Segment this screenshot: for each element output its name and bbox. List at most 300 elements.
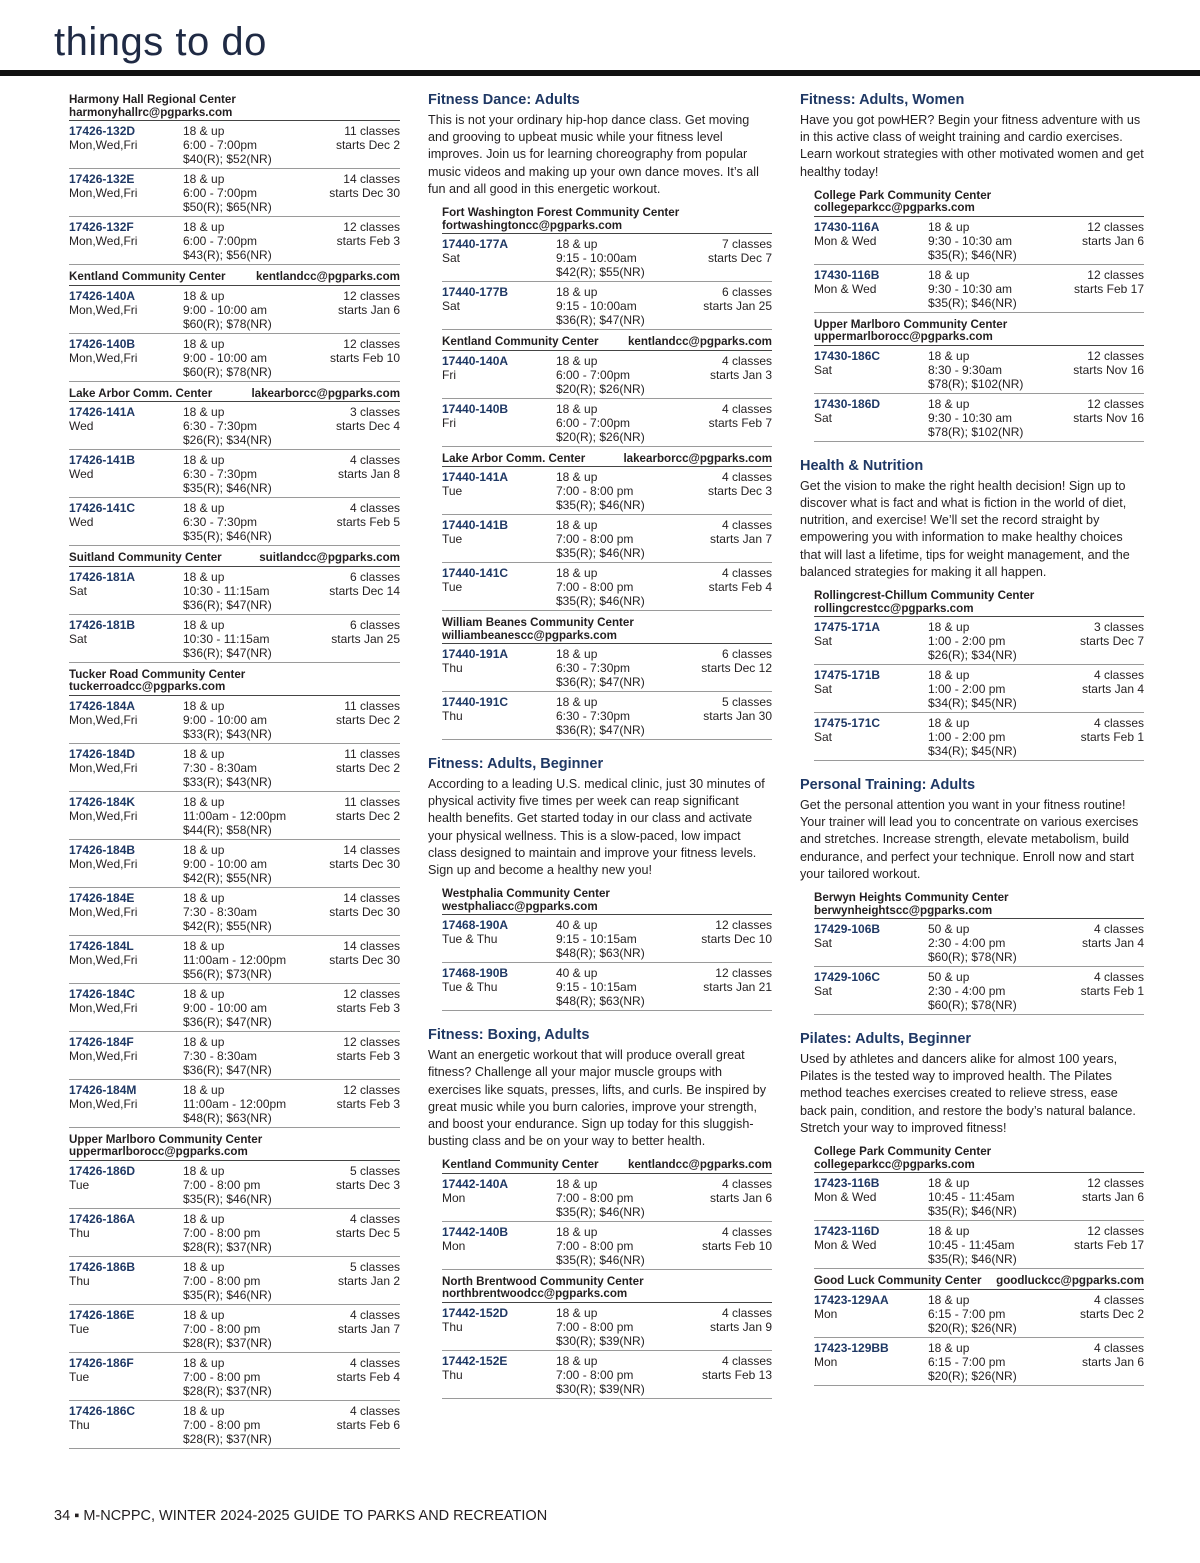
class-detail-cell (556, 402, 709, 444)
class-row (69, 286, 400, 334)
class-detail-cell (183, 1164, 336, 1206)
location-name: Westphalia Community Center (442, 887, 610, 901)
class-listings (428, 201, 772, 740)
class-detail-cell (556, 566, 709, 608)
class-age: 18 & up (556, 647, 598, 662)
class-fee: $60(R); $78(NR) (928, 950, 1017, 965)
class-time: 7:30 - 8:30am (183, 904, 258, 919)
class-count: 7 classes (721, 237, 772, 252)
class-age: 18 & up (183, 288, 225, 303)
class-start: starts Jan 4 (1081, 936, 1144, 951)
class-count: 12 classes (343, 336, 400, 351)
program-section (69, 88, 400, 1449)
class-days: Mon,Wed,Fri (69, 234, 138, 248)
class-age: 18 & up (928, 1176, 970, 1191)
class-count: 6 classes (349, 569, 400, 584)
class-row (814, 1338, 1144, 1386)
class-time: 6:30 - 7:30pm (183, 419, 258, 433)
class-time: 1:00 - 2:00 pm (928, 730, 1006, 745)
class-start: starts Jan 6 (1081, 1190, 1144, 1205)
class-fee: $36(R); $47(NR) (183, 645, 272, 660)
class-fee: $30(R); $39(NR) (556, 1381, 645, 1396)
class-code: 17423-116B (814, 1176, 880, 1191)
class-age: 18 & up (183, 405, 225, 419)
class-age: 18 & up (928, 396, 970, 411)
class-detail-cell (183, 337, 330, 379)
class-detail-cell (928, 970, 1081, 1012)
class-schedule-cell (330, 337, 400, 379)
location-email: lakearborcc@pgparks.com (251, 386, 400, 400)
class-code: 17426-184B (69, 842, 136, 857)
class-age: 18 & up (183, 1163, 225, 1178)
class-fee: $35(R); $46(NR) (556, 594, 645, 609)
class-code: 17426-184A (69, 698, 136, 713)
class-code: 17430-116A (814, 219, 880, 234)
class-detail-cell (183, 220, 337, 262)
class-code: 17426-186D (69, 1163, 136, 1178)
class-days: Mon & Wed (814, 281, 877, 296)
class-count: 4 classes (1093, 1292, 1144, 1307)
class-fee: $60(R); $78(NR) (928, 998, 1017, 1013)
class-age: 18 & up (556, 401, 598, 416)
class-fee: $36(R); $47(NR) (183, 1062, 272, 1077)
class-detail-cell (928, 1224, 1074, 1266)
class-days: Mon,Wed,Fri (69, 1048, 138, 1063)
class-fee: $35(R); $46(NR) (928, 1252, 1017, 1267)
class-schedule-cell (702, 1354, 772, 1396)
location-name: Good Luck Community Center (814, 1274, 982, 1288)
class-id-cell (442, 918, 556, 960)
class-fee: $35(R); $46(NR) (556, 498, 645, 513)
class-code: 17468-190B (442, 966, 509, 981)
location-name: Rollingcrest-Chillum Community Center (814, 589, 1035, 603)
class-start: starts Jan 4 (1081, 682, 1144, 697)
class-age: 18 & up (556, 353, 598, 368)
class-time: 7:00 - 8:00 pm (183, 1417, 261, 1432)
class-row (69, 402, 400, 450)
class-fee: $44(R); $58(NR) (183, 822, 272, 837)
class-count: 4 classes (1093, 1340, 1144, 1355)
location-name: Lake Arbor Comm. Center (442, 451, 586, 465)
program-description: Want an energetic workout that will produce overall great fitness? Challenge all your major muscle groups with exercises like squats, presses, lifts, and curls. Be inspired by great music while you burn calories, improve your strength, and boost your endurance. Sign up today for this sluggish-busting class and be on your way to better health. (428, 1048, 767, 1149)
class-code: 17442-152D (442, 1305, 509, 1320)
class-listings (428, 882, 772, 1011)
class-count: 12 classes (343, 220, 400, 234)
class-schedule-cell (709, 566, 772, 608)
class-age: 18 & up (183, 1259, 225, 1274)
class-days: Mon,Wed,Fri (69, 302, 138, 317)
class-schedule-cell (337, 1356, 400, 1398)
class-age: 18 & up (928, 1340, 970, 1355)
class-detail-cell (183, 843, 329, 885)
class-time: 7:00 - 8:00 pm (183, 1321, 261, 1336)
class-age: 18 & up (556, 470, 598, 485)
class-schedule-cell (338, 1260, 400, 1302)
class-row (442, 692, 772, 740)
class-fee: $26(R); $34(NR) (928, 648, 1017, 663)
class-schedule-cell (1080, 620, 1144, 662)
class-detail-cell (556, 1354, 702, 1396)
location-header (69, 265, 400, 286)
location-name: Upper Marlboro Community Center (814, 317, 1008, 331)
class-id-cell (442, 402, 556, 444)
class-schedule-cell (703, 695, 772, 737)
class-days: Mon (442, 1238, 466, 1253)
class-fee: $20(R); $26(NR) (556, 429, 645, 444)
class-row (69, 498, 400, 546)
class-schedule-cell (329, 172, 400, 214)
class-code: 17423-129AA (814, 1292, 889, 1307)
class-start: starts Dec 2 (335, 138, 400, 152)
class-start: starts Feb 4 (708, 580, 772, 595)
class-days: Mon,Wed,Fri (69, 904, 138, 919)
class-time: 2:30 - 4:00 pm (928, 936, 1006, 951)
class-count: 12 classes (1087, 396, 1144, 411)
class-fee: $36(R); $47(NR) (183, 597, 272, 612)
class-id-cell (442, 566, 556, 608)
class-start: starts Nov 16 (1073, 362, 1144, 377)
class-row (814, 265, 1144, 313)
class-code: 17440-177A (442, 237, 509, 252)
class-row (814, 1290, 1144, 1338)
program-section (800, 1031, 1144, 1386)
class-schedule-cell (1081, 970, 1144, 1012)
program-title: Health & Nutrition (800, 457, 924, 474)
class-code: 17426-141A (69, 405, 136, 419)
class-count: 14 classes (343, 890, 400, 905)
class-detail-cell (183, 1260, 338, 1302)
class-row (814, 665, 1144, 713)
class-row (442, 644, 772, 692)
class-id-cell (814, 620, 928, 662)
column-1 (69, 88, 400, 1465)
class-age: 18 & up (183, 746, 225, 761)
class-fee: $36(R); $47(NR) (556, 723, 645, 738)
class-age: 50 & up (928, 922, 970, 937)
class-schedule-cell (338, 453, 400, 495)
location-email: goodluckcc@pgparks.com (996, 1274, 1144, 1288)
class-detail-cell (556, 237, 708, 279)
class-days: Thu (442, 661, 463, 676)
class-age: 18 & up (928, 620, 970, 635)
class-detail-cell (928, 716, 1081, 758)
class-id-cell (69, 987, 183, 1029)
class-time: 7:30 - 8:30am (183, 1048, 258, 1063)
class-start: starts Dec 2 (1079, 1306, 1144, 1321)
class-detail-cell (183, 1308, 338, 1350)
class-id-cell (69, 618, 183, 660)
class-start: starts Feb 1 (1080, 730, 1144, 745)
location-header (442, 882, 772, 915)
class-days: Thu (442, 709, 463, 724)
class-id-cell (814, 349, 928, 391)
class-age: 18 & up (556, 566, 598, 581)
class-code: 17426-184F (69, 1034, 134, 1049)
class-detail-cell (556, 518, 710, 560)
class-time: 7:00 - 8:00 pm (556, 1319, 634, 1334)
class-detail-cell (928, 349, 1073, 391)
class-count: 4 classes (349, 501, 400, 515)
class-age: 18 & up (183, 569, 225, 584)
location-header (69, 1128, 400, 1161)
class-code: 17442-152E (442, 1353, 508, 1368)
class-age: 18 & up (928, 1224, 970, 1239)
class-age: 18 & up (183, 986, 225, 1001)
class-id-cell (814, 1224, 928, 1266)
location-email: collegeparkcc@pgparks.com (814, 201, 975, 215)
class-days: Thu (442, 1319, 463, 1334)
class-fee: $42(R); $55(NR) (183, 918, 272, 933)
class-days: Thu (442, 1367, 463, 1382)
class-id-cell (69, 570, 183, 612)
class-id-cell (814, 668, 928, 710)
class-start: starts Feb 17 (1073, 281, 1144, 296)
class-time: 9:00 - 10:00 am (183, 856, 268, 871)
class-row (69, 334, 400, 382)
class-fee: $36(R); $47(NR) (183, 1014, 272, 1029)
class-age: 18 & up (183, 336, 225, 351)
class-id-cell (814, 970, 928, 1012)
class-id-cell (442, 285, 556, 327)
class-row (69, 1080, 400, 1128)
class-fee: $35(R); $46(NR) (556, 1252, 645, 1267)
class-age: 18 & up (183, 220, 225, 234)
class-start: starts Dec 12 (701, 661, 772, 676)
class-days: Mon,Wed,Fri (69, 350, 138, 365)
class-start: starts Dec 4 (335, 419, 400, 433)
class-row (69, 121, 400, 169)
class-code: 17426-186A (69, 1211, 136, 1226)
location-header (814, 1269, 1144, 1290)
class-detail-cell (928, 1176, 1082, 1218)
class-id-cell (442, 695, 556, 737)
class-age: 18 & up (556, 518, 598, 533)
class-start: starts Jan 6 (709, 1190, 772, 1205)
class-schedule-cell (1081, 716, 1144, 758)
class-count: 12 classes (343, 986, 400, 1001)
class-time: 9:15 - 10:15am (556, 932, 637, 947)
program-description: Used by athletes and dancers alike for almost 100 years, Pilates is the tested way to improved health. The Pilates method teaches exercises created to relieve stress, ease back pain, condition, and restore the body’s natural balance. Stretch your way to improved fitness! (800, 1052, 1136, 1135)
class-age: 18 & up (183, 1211, 225, 1226)
class-row (442, 282, 772, 330)
class-fee: $48(R); $63(NR) (556, 994, 645, 1009)
class-id-cell (814, 397, 928, 439)
class-id-cell (69, 891, 183, 933)
class-count: 4 classes (721, 353, 772, 368)
class-fee: $28(R); $37(NR) (183, 1335, 272, 1350)
class-detail-cell (928, 1293, 1080, 1335)
class-time: 7:00 - 8:00 pm (183, 1273, 261, 1288)
class-detail-cell (928, 220, 1082, 262)
class-id-cell (69, 289, 183, 331)
class-code: 17426-184L (69, 938, 134, 953)
class-row (442, 234, 772, 282)
class-schedule-cell (709, 402, 772, 444)
class-count: 3 classes (1093, 620, 1144, 635)
class-code: 17440-177B (442, 285, 509, 300)
class-age: 18 & up (183, 842, 225, 857)
class-row (442, 467, 772, 515)
column-3 (800, 88, 1144, 1402)
class-id-cell (69, 337, 183, 379)
class-fee: $78(R); $102(NR) (928, 376, 1024, 391)
location-email: rollingcrestcc@pgparks.com (814, 601, 974, 615)
class-count: 4 classes (1093, 970, 1144, 985)
class-fee: $40(R); $52(NR) (183, 152, 272, 166)
class-age: 18 & up (556, 1353, 598, 1368)
class-code: 17429-106C (814, 970, 881, 985)
class-days: Mon,Wed,Fri (69, 138, 138, 152)
class-schedule-cell (1082, 668, 1144, 710)
class-days: Mon & Wed (814, 1238, 877, 1253)
class-age: 18 & up (183, 890, 225, 905)
class-age: 18 & up (928, 219, 970, 234)
class-schedule-cell (701, 918, 772, 960)
class-schedule-cell (338, 1308, 400, 1350)
class-row (442, 1222, 772, 1270)
class-listings (69, 88, 400, 1449)
class-time: 7:00 - 8:00 pm (556, 1367, 634, 1382)
class-start: starts Jan 3 (709, 367, 772, 382)
class-days: Sat (814, 362, 833, 377)
class-fee: $60(R); $78(NR) (183, 364, 272, 379)
class-id-cell (69, 1083, 183, 1125)
class-row (442, 1303, 772, 1351)
location-header (814, 1140, 1144, 1173)
class-row (69, 217, 400, 265)
class-code: 17426-186C (69, 1403, 136, 1418)
class-detail-cell (556, 695, 703, 737)
location-header (442, 1153, 772, 1174)
class-age: 18 & up (183, 172, 225, 186)
class-code: 17426-140A (69, 288, 136, 303)
class-fee: $42(R); $55(NR) (556, 265, 645, 280)
class-count: 6 classes (721, 285, 772, 300)
class-schedule-cell (701, 647, 772, 689)
location-header (814, 313, 1144, 346)
class-days: Mon,Wed,Fri (69, 186, 138, 200)
class-fee: $33(R); $43(NR) (183, 774, 272, 789)
class-time: 6:00 - 7:00pm (556, 367, 631, 382)
class-count: 6 classes (721, 647, 772, 662)
class-row (69, 567, 400, 615)
class-row (442, 915, 772, 963)
class-start: starts Dec 2 (335, 760, 400, 775)
class-start: starts Dec 2 (335, 712, 400, 727)
class-detail-cell (556, 1306, 710, 1348)
program-section (428, 1027, 772, 1399)
class-count: 4 classes (721, 1305, 772, 1320)
class-age: 18 & up (556, 1224, 598, 1239)
class-days: Mon (814, 1354, 838, 1369)
class-schedule-cell (337, 1404, 400, 1446)
class-start: starts Jan 9 (709, 1319, 772, 1334)
class-days: Mon (814, 1306, 838, 1321)
class-id-cell (69, 1035, 183, 1077)
class-code: 17440-141B (442, 518, 509, 533)
location-name: North Brentwood Community Center (442, 1274, 644, 1288)
class-days: Tue (442, 484, 463, 499)
program-title: Personal Training: Adults (800, 777, 976, 794)
program-description: Have you got powHER? Begin your fitness adventure with us in this active class of weight training and cardio exercises. Learn workout strategies with other motivated women and get healthy today! (800, 113, 1144, 179)
class-days: Mon & Wed (814, 1190, 877, 1205)
class-id-cell (442, 470, 556, 512)
program-description: Get the personal attention you want in your fitness routine! Your trainer will lead you to concentrate on various exercises and stretches. Increase strength, elevate metabolism, build endurance, and perfect your technique. Enroll now and start your tailored workout. (800, 798, 1139, 881)
class-schedule-cell (336, 1164, 400, 1206)
class-time: 6:00 - 7:00pm (183, 234, 258, 248)
location-name: Suitland Community Center (69, 551, 222, 564)
program-title: Pilates: Adults, Beginner (800, 1031, 972, 1048)
class-fee: $20(R); $26(NR) (556, 381, 645, 396)
location-email: fortwashingtoncc@pgparks.com (442, 218, 623, 232)
class-count: 4 classes (1093, 668, 1144, 683)
class-schedule-cell (1073, 349, 1144, 391)
class-schedule-cell (336, 124, 400, 166)
class-schedule-cell (337, 220, 400, 262)
class-age: 18 & up (183, 1082, 225, 1097)
class-row (442, 1351, 772, 1399)
class-row (814, 1221, 1144, 1269)
location-email: uppermarlborocc@pgparks.com (69, 1145, 248, 1158)
class-detail-cell (928, 922, 1082, 964)
class-days: Mon (442, 1190, 466, 1205)
class-days: Wed (69, 467, 94, 481)
class-start: starts Feb 1 (1080, 984, 1144, 999)
location-email: collegeparkcc@pgparks.com (814, 1157, 975, 1171)
class-days: Tue (69, 1369, 90, 1384)
class-count: 4 classes (349, 1307, 400, 1322)
class-count: 4 classes (721, 401, 772, 416)
class-start: starts Jan 21 (703, 980, 772, 995)
class-days: Mon,Wed,Fri (69, 1000, 138, 1015)
class-schedule-cell (336, 1212, 400, 1254)
class-row (442, 563, 772, 611)
location-name: Harmony Hall Regional Center (69, 93, 236, 106)
location-header (442, 1270, 772, 1303)
class-schedule-cell (329, 843, 400, 885)
class-age: 18 & up (928, 716, 970, 731)
class-id-cell (69, 172, 183, 214)
program-section (428, 92, 772, 740)
class-time: 7:00 - 8:00 pm (556, 1238, 634, 1253)
location-name: Kentland Community Center (442, 1158, 599, 1172)
class-count: 11 classes (344, 794, 400, 809)
class-age: 18 & up (183, 453, 225, 467)
class-fee: $35(R); $46(NR) (556, 1204, 645, 1219)
location-header (69, 88, 400, 121)
class-count: 12 classes (1087, 348, 1144, 363)
class-fee: $35(R); $46(NR) (183, 1287, 272, 1302)
class-schedule-cell (329, 939, 400, 981)
class-start: starts Dec 3 (707, 484, 772, 499)
class-fee: $60(R); $78(NR) (183, 316, 272, 331)
class-schedule-cell (1074, 268, 1144, 310)
class-code: 17442-140A (442, 1176, 509, 1191)
class-days: Sat (814, 634, 833, 649)
class-row (69, 1032, 400, 1080)
class-time: 11:00am - 12:00pm (183, 1096, 287, 1111)
class-id-cell (69, 795, 183, 837)
location-email: kentlandcc@pgparks.com (627, 1158, 772, 1172)
class-time: 6:00 - 7:00pm (183, 186, 258, 200)
class-id-cell (814, 268, 928, 310)
class-row (69, 450, 400, 498)
class-code: 17426-184M (69, 1082, 137, 1097)
program-title: Fitness Dance: Adults (428, 92, 580, 108)
class-start: starts Jan 2 (337, 1273, 400, 1288)
class-schedule-cell (329, 891, 400, 933)
class-days: Tue & Thu (442, 980, 498, 995)
